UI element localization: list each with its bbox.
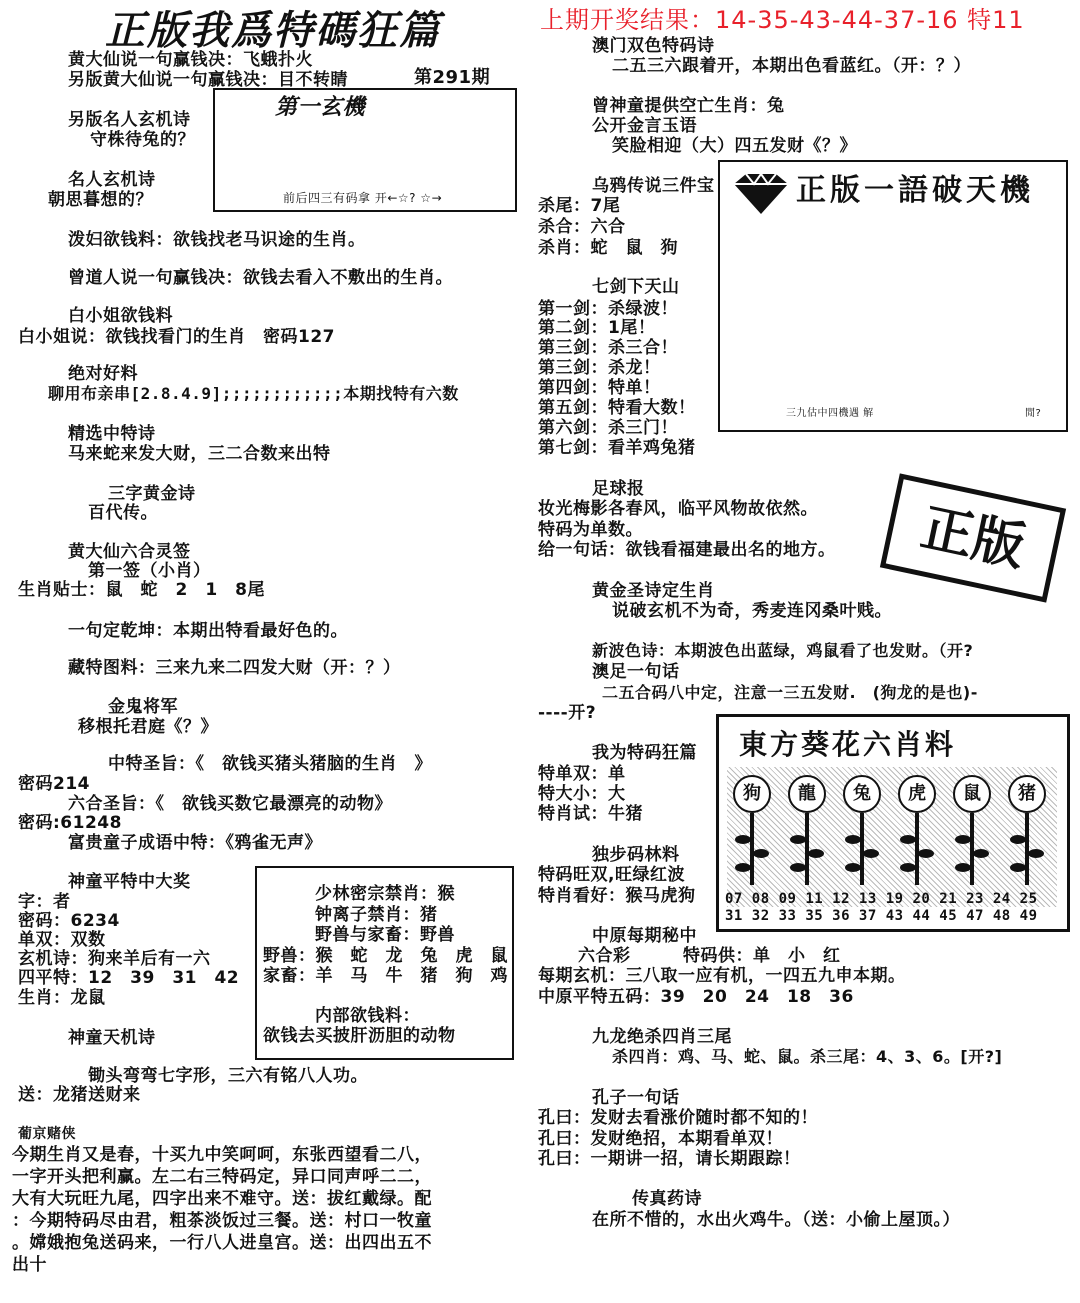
sunflower-leaf [1028, 849, 1044, 858]
text-line: 在所不惜的，水出火鸡牛。（送：小偷上屋顶。） [592, 1210, 960, 1230]
text-line: 守株待兔的？ [90, 130, 195, 150]
text-line: 野兽与家畜：野兽 [315, 925, 455, 945]
text-line: 藏特图料：三来九来二四发大财（开：？） [68, 658, 401, 678]
mystery-box-2 [718, 160, 1068, 432]
text-line: 独步码林料 [592, 845, 680, 865]
text-line: 每期玄机：三八取一应有机，一四五九申本期。 [538, 966, 906, 986]
sunflower-leaf [973, 849, 989, 858]
text-line: 六合圣旨：《 欲钱买数它最漂亮的动物》 [68, 794, 392, 814]
text-line: 百代传。 [88, 503, 158, 523]
sunflower-stem [805, 813, 809, 885]
sunflower-stem [1025, 813, 1029, 885]
text-line: 密码214 [18, 774, 90, 794]
text-line: 七剑下天山 [592, 277, 680, 297]
diamond-icon [732, 172, 790, 216]
text-line: 孔曰：发财去看涨价随时都不知的！ [538, 1108, 818, 1128]
text-line: 足球报 [592, 479, 645, 499]
text-line: 特码旺双,旺绿红波 [538, 865, 685, 885]
text-line: 一句定乾坤：本期出特看最好色的。 [68, 621, 348, 641]
text-line: 澳足一句话 [592, 662, 680, 682]
sunflower-head: 虎 [898, 775, 936, 813]
sunflower-leaf [735, 863, 751, 872]
text-line: 孔曰：一期讲一招，请长期跟踪！ [538, 1149, 801, 1169]
text-line: 笑脸相迎（大）四五发财《？》 [612, 136, 857, 156]
text-line: 二五三六跟着开，本期出色看蓝红。（开：？） [612, 56, 971, 76]
text-line: 中原平特五码：39 20 24 18 36 [538, 987, 854, 1007]
text-line: 第六剑：杀三门！ [538, 418, 678, 438]
text-line: 第七剑：看羊鸡兔猪 [538, 438, 696, 458]
text-line: 妆光梅影各春风，临平风物故依然。 [538, 499, 818, 519]
sunflower-leaf [918, 849, 934, 858]
text-line: 精选中特诗 [68, 424, 156, 444]
sunflower-head: 狗 [733, 775, 771, 813]
text-line: 。嫦娥抱兔送码来，一行八人进皇宫。送：出四出五不 [12, 1233, 432, 1253]
text-line: 中原每期秘中 [592, 926, 697, 946]
text-line: 葡京赌侠 [18, 1126, 76, 1142]
sunflower-leaf [900, 863, 916, 872]
text-line: 一字开头把利赢。左二右三特码定，异口同声呼二二， [12, 1167, 432, 1187]
sunflower-leaf [845, 863, 861, 872]
box2-footer-right: 閒? [1025, 408, 1042, 419]
text-line: 特码为单数。 [538, 520, 643, 540]
text-line: 神童天机诗 [68, 1028, 156, 1048]
text-line: 富贵童子成语中特：《鸦雀无声》 [68, 833, 322, 853]
text-line: 欲钱去买披肝沥胆的动物 [263, 1026, 456, 1046]
text-line: 密码：6234 [18, 911, 120, 931]
text-line: 曾道人说一句赢钱决：欲钱去看入不敷出的生肖。 [68, 268, 453, 288]
text-line: 孔子一句话 [592, 1088, 680, 1108]
text-line: 九龙绝杀四肖三尾 [592, 1027, 732, 1047]
text-line: 乌鸦传说三件宝 [592, 176, 715, 196]
text-line: 黄大仙说一句赢钱决：飞蛾扑火 [68, 50, 313, 70]
text-line: 特单双：单 [538, 764, 626, 784]
text-line: 黄大仙六合灵签 [68, 542, 191, 562]
sunflower-leaf [955, 863, 971, 872]
text-line: 四平特：12 39 31 42 [18, 968, 240, 988]
text-line: 家畜：羊 马 牛 猪 狗 鸡 [263, 966, 508, 986]
text-line: 特肖看好：猴马虎狗 [538, 886, 696, 906]
shaolin-box [255, 866, 514, 1060]
text-line: 金鬼将军 [108, 697, 178, 717]
text-line: 第一剑：杀绿波！ [538, 299, 678, 319]
text-line: 生肖贴士：鼠 蛇 2 1 8尾 [18, 580, 265, 600]
text-line: 特大小：大 [538, 784, 626, 804]
text-line: 内部欲钱料： [315, 1006, 420, 1026]
sunflower-stem [915, 813, 919, 885]
text-line: 另版黄大仙说一句赢钱决：目不转睛 [68, 70, 348, 90]
sunflower-stem [860, 813, 864, 885]
sunflower-stem [970, 813, 974, 885]
sunflower-leaf [790, 835, 806, 844]
text-line: 马来蛇来发大财，三二合数来出特 [68, 444, 331, 464]
text-line: 名人玄机诗 [68, 170, 156, 190]
text-line: 特肖试：牛猪 [538, 804, 643, 824]
box2-title: 正版一語破天機 [796, 173, 1034, 208]
text-line: 另版名人玄机诗 [68, 110, 191, 130]
banner-title: 東方葵花六肖料 [739, 728, 957, 761]
text-line: 澳门双色特码诗 [592, 36, 715, 56]
sunflower-leaf [1010, 863, 1026, 872]
text-line: 公开金言玉语 [592, 116, 697, 136]
sunflower-leaf [790, 863, 806, 872]
text-line: 今期生肖又是春，十买九中笑呵呵，东张西望看二八， [12, 1145, 432, 1165]
text-line: 聊用布亲串[2.8.4.9];;;;;;;;;;;;本期找特有六数 [48, 384, 459, 403]
text-line: 少林密宗禁肖：猴 [315, 884, 455, 904]
text-line: 字：者 [18, 892, 71, 912]
text-line: 泼妇欲钱料：欲钱找老马识途的生肖。 [68, 230, 366, 250]
text-line: 出十 [12, 1255, 47, 1275]
text-line: 杀四肖：鸡、马、蛇、鼠。杀三尾：4、3、6。[开?] [612, 1047, 1003, 1066]
sunflower-head: 鼠 [953, 775, 991, 813]
mystery-box-1 [213, 88, 517, 212]
box1-title: 第一玄機 [275, 95, 366, 120]
text-line: ：今期特码尽由君，粗茶淡饭过三餐。送：村口一牧童 [12, 1211, 432, 1231]
last-result: 上期开奖结果：14-35-43-44-37-16 特11 [540, 6, 1025, 34]
sunflower-head: 兔 [843, 775, 881, 813]
text-line: 大有大玩旺九尾，四字出来不难守。送：拔红戴绿。配 [12, 1189, 432, 1209]
text-line: 三字黄金诗 [108, 484, 196, 504]
text-line: 第四剑：特单！ [538, 378, 661, 398]
text-line: 钟离子禁肖：猪 [315, 905, 438, 925]
sunflower-leaf [735, 835, 751, 844]
text-line: 新波色诗：本期波色出蓝绿，鸡鼠看了也发财。（开? [592, 641, 974, 660]
banner-background [727, 767, 1057, 907]
issue-number: 第291期 [414, 67, 491, 88]
text-line: 杀尾：7尾 [538, 196, 621, 216]
sunflower-banner [716, 714, 1070, 932]
text-line: 传真药诗 [632, 1189, 702, 1209]
text-line: 白小姐说：欲钱找看门的生肖 密码127 [18, 327, 335, 347]
text-line: 我为特码狂篇 [592, 743, 697, 763]
text-line: 单双：双数 [18, 930, 106, 950]
text-line: 中特圣旨：《 欲钱买猪头猪脑的生肖 》 [108, 754, 432, 774]
sunflower-leaf [955, 835, 971, 844]
text-line: 二五合码八中定，注意一三五发财. (狗龙的是也)- [602, 683, 978, 702]
text-line: 第五剑：特看大数！ [538, 398, 696, 418]
text-line: 生肖：龙鼠 [18, 988, 106, 1008]
text-line: 第三剑：杀龙！ [538, 358, 661, 378]
sunflower-leaf [845, 835, 861, 844]
text-line: 第三剑：杀三合！ [538, 338, 678, 358]
text-line: 送：龙猪送财来 [18, 1085, 141, 1105]
sunflower-head: 猪 [1008, 775, 1046, 813]
text-line: 移根托君庭《？》 [78, 717, 218, 737]
box1-caption: 前后四三有码拿 开←☆? ☆→ [283, 191, 443, 205]
text-line: 给一句话：欲钱看福建最出名的地方。 [538, 540, 836, 560]
text-line: 曾神童提供空亡生肖：兔 [592, 96, 785, 116]
text-line: 密码:61248 [18, 813, 122, 833]
text-line: 锄头弯弯七字形，三六有铭八人功。 [88, 1066, 368, 1086]
text-line: 说破玄机不为奇，秀麦连冈桑叶贱。 [612, 601, 892, 621]
text-line: 黄金圣诗定生肖 [592, 581, 715, 601]
sunflower-leaf [1010, 835, 1026, 844]
sunflower-stem [750, 813, 754, 885]
text-line: 绝对好料 [68, 364, 138, 384]
text-line: 神童平特中大奖 [68, 872, 191, 892]
text-line: 杀合：六合 [538, 217, 626, 237]
text-line: 六合彩 特码供：单 小 红 [578, 946, 841, 966]
banner-row-1: 07 08 09 11 12 13 19 20 21 23 24 25 [725, 891, 1038, 907]
text-line: 野兽：猴 蛇 龙 兔 虎 鼠 [263, 946, 508, 966]
text-line: ----开? [538, 703, 597, 723]
sunflower-leaf [753, 849, 769, 858]
sunflower-head: 龍 [788, 775, 826, 813]
sunflower-leaf [808, 849, 824, 858]
box2-footer-left: 三九估中四機遇 解 [786, 408, 874, 419]
text-line: 白小姐欲钱料 [68, 306, 173, 326]
sunflower-leaf [900, 835, 916, 844]
page-title: 正版我爲特碼狂篇 [105, 8, 441, 54]
text-line: 第二剑：1尾！ [538, 318, 656, 338]
sunflower-leaf [863, 849, 879, 858]
text-line: 朝思暮想的？ [48, 190, 153, 210]
authentic-stamp: 正版 [880, 473, 1066, 602]
banner-row-2: 31 32 33 35 36 37 43 44 45 47 48 49 [725, 908, 1038, 924]
text-line: 第一签（小肖） [88, 561, 211, 581]
text-line: 玄机诗：狗来羊后有一六 [18, 949, 211, 969]
text-line: 孔曰：发财绝招，本期看单双！ [538, 1129, 783, 1149]
text-line: 杀肖：蛇 鼠 狗 [538, 238, 678, 258]
